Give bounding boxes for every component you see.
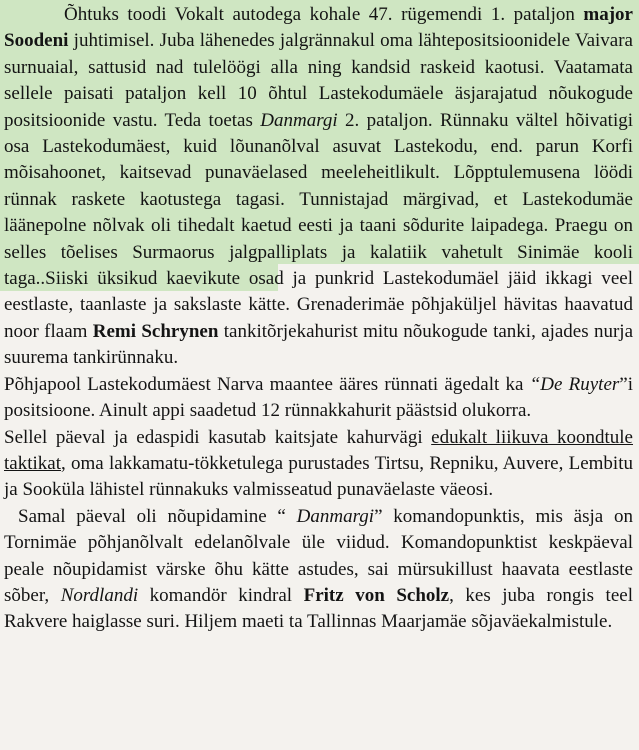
text-segment: Nordlandi bbox=[60, 584, 139, 606]
paragraph-4 bbox=[4, 504, 633, 636]
text-segment: Õhtuks toodi Vokalt autodega kohale 47. rügemendi 1. pataljon bbox=[64, 4, 584, 25]
text-segment: komandör kindral bbox=[138, 584, 304, 606]
text-segment: ”i positsioone. Ainult appi saadetud 12 rünnakkahurit päästsid olukorra. bbox=[4, 373, 633, 422]
text-segment: Danmargi bbox=[260, 109, 338, 131]
text-segment: major Soodeni bbox=[4, 4, 633, 52]
text-segment: edukalt liikuva koondtule taktikat bbox=[4, 426, 633, 474]
text-segment: Samal päeval oli nõupidamine “ bbox=[18, 505, 297, 527]
text-segment: juhtimisel. Juba lähenedes jalgrännakul oma lähtepositsioonidele Vaivara surnuaial, sattusid nad tulelöögi alla ning kandsid raskeid kaotusi. Vaatamata sellele paisati pataljon kell 10 õhtul Lastekodumäele äsjarajatud nõukogude positsioonide vastu. Teda toetas bbox=[4, 30, 633, 131]
text-segment: 2. pataljon. Rünnaku vältel hõivatigi osa Lastekodumäest, kuid lõunanõlval asuvat Lastekodu, end. parun Korfi mõisahoonet, kaitsevad punaväelased meeleheitlikult. Lõpptulemusena löödi rünnak raskete kaotustega tagasi. Tunnistajad märgivad, et Lastekodumäe läänepolne nõlvak oli tihedalt kaetud eesti ja taani sõdurite laipadega. Praegu on selles tõelises Surmaorus jalgpalliplats ja kalatiik vahetult Sinimäe kooli taga..Siiski üksikud kaevikute osad ja punkrid Lastekodumäel jäid ikkagi veel eestlaste, taanlaste ja sakslaste kätte. Grenaderimäe põhjaküljel hävitas haavatud noor flaam bbox=[4, 109, 634, 342]
text-segment: ” komandopunktis, mis äsja on Tornimäe põhjanõlvalt edelanõlvale üle viidud. Komandopunktist keskpäeval peale nõupidamist värske õhu kätte astudes, sai mürsukillust haavata eestlaste sõber, bbox=[4, 505, 633, 606]
text-segment: tankitõrjekahurist mitu nõukogude tanki, ajades nurja suurema tankirünnaku. bbox=[4, 320, 634, 369]
text-segment: “De Ruyter bbox=[529, 373, 620, 395]
paragraph-1 bbox=[4, 2, 633, 372]
text-segment: Remi Schrynen bbox=[92, 320, 219, 342]
text-segment: Sellel päeval ja edaspidi kasutab kaitsjate kahurvägi bbox=[4, 426, 432, 448]
paragraph-2 bbox=[4, 372, 633, 425]
text-segment: , oma lakkamatu-tökketulega purustades Tirtsu, Repniku, Auvere, Lembitu ja Sooküla lähistel rünnakuks valmisseatud punaväelaste väeosi. bbox=[4, 452, 633, 501]
text-segment: Fritz von Scholz bbox=[303, 584, 450, 606]
paragraph-3 bbox=[4, 425, 633, 504]
text-segment: , kes juba rongis teel Rakvere haiglasse suri. Hiljem maeti ta Tallinnas Maarjamäe sõjaväekalmistule. bbox=[4, 584, 633, 633]
text-segment: Danmargi bbox=[296, 505, 375, 527]
text-segment: Põhjapool Lastekodumäest Narva maantee ääres rünnati ägedalt ka bbox=[4, 373, 530, 395]
